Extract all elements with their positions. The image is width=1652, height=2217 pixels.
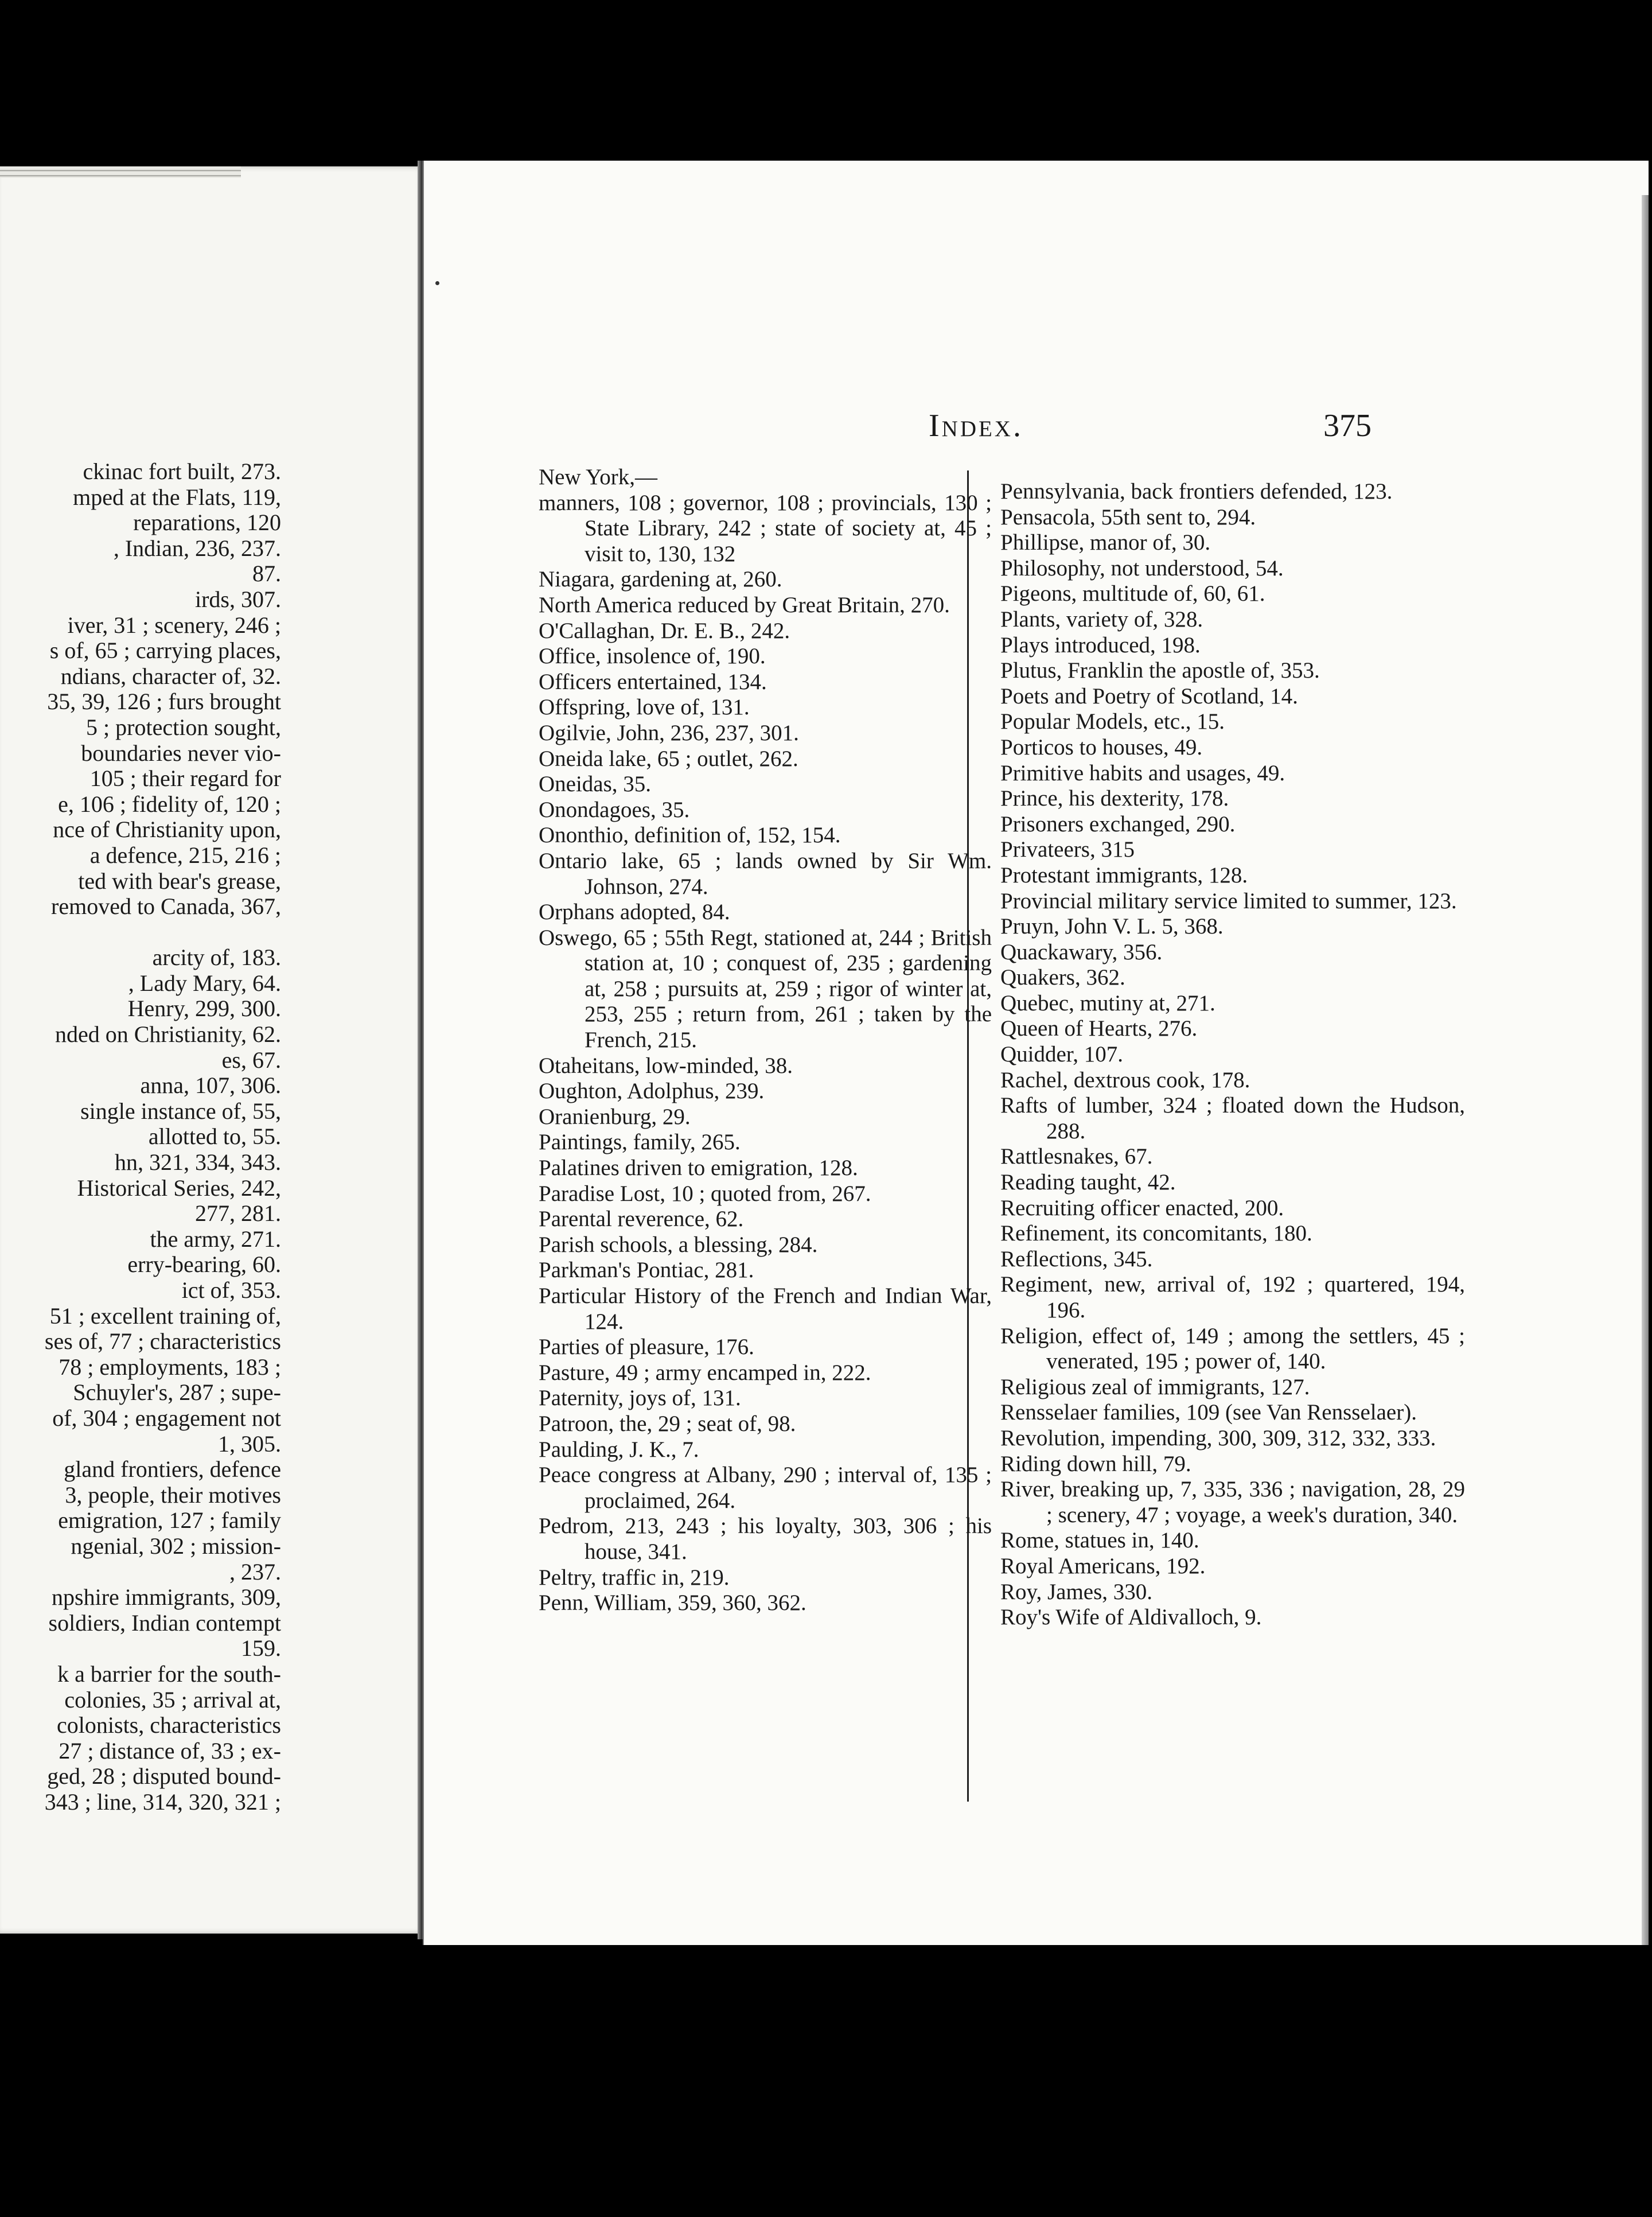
- index-entry: Reading taught, 42.: [1000, 1170, 1176, 1195]
- index-entry: Parties of pleasure, 176.: [539, 1335, 754, 1360]
- index-line: s of, 65 ; carrying places,: [49, 637, 281, 664]
- index-entry: New York,—: [539, 465, 657, 489]
- index-entry: Paulding, J. K., 7.: [539, 1437, 699, 1462]
- index-entry: Rensselaer families, 109 (see Van Rensselaer).: [1000, 1400, 1417, 1425]
- index-entry: Oughton, Adolphus, 239.: [539, 1079, 765, 1104]
- index-entry: Particular History of the French and Indian War, 124.: [539, 1283, 992, 1334]
- index-entry: Poets and Poetry of Scotland, 14.: [1000, 683, 1298, 709]
- index-line: e, 106 ; fidelity of, 120 ;: [58, 791, 281, 817]
- page-header: [424, 407, 1649, 453]
- index-line: allotted to, 55.: [148, 1123, 281, 1150]
- index-line: 3, people, their motives: [65, 1481, 281, 1508]
- index-entry: Plants, variety of, 328.: [1000, 606, 1203, 632]
- index-line: ict of, 353.: [181, 1277, 281, 1303]
- index-entry: Revolution, impending, 300, 309, 312, 332, 333.: [1000, 1425, 1436, 1450]
- index-entry: Pigeons, multitude of, 60, 61.: [1000, 581, 1265, 606]
- index-entry: Palatines driven to emigration, 128.: [539, 1156, 858, 1181]
- index-line: es, 67.: [221, 1047, 281, 1073]
- index-column-right: [1000, 479, 1465, 1631]
- index-entry: Rachel, dextrous cook, 178.: [1000, 1067, 1250, 1092]
- index-entry: Oneidas, 35.: [539, 772, 652, 797]
- index-entry: Quackawary, 356.: [1000, 939, 1163, 964]
- index-entry: Rafts of lumber, 324 ; floated down the Hudson, 288.: [1000, 1093, 1465, 1143]
- index-entry: Parental reverence, 62.: [539, 1207, 744, 1232]
- index-entry: Oranienburg, 29.: [539, 1104, 691, 1129]
- index-line: 27 ; distance of, 33 ; ex-: [59, 1737, 281, 1764]
- index-entry: Paintings, family, 265.: [539, 1130, 741, 1155]
- index-line: , Indian, 236, 237.: [113, 535, 281, 561]
- index-line: nce of Christianity upon,: [53, 816, 281, 843]
- page-number: 375: [1323, 408, 1372, 444]
- index-entry: Onondagoes, 35.: [539, 797, 690, 822]
- index-line: ngenial, 302 ; mission-: [71, 1533, 281, 1559]
- index-line: reparations, 120: [133, 509, 281, 536]
- index-entry: Rome, statues in, 140.: [1000, 1528, 1199, 1553]
- index-line: 51 ; excellent training of,: [49, 1302, 281, 1329]
- index-line: 5 ; protection sought,: [86, 714, 281, 740]
- index-line: arcity of, 183.: [152, 944, 281, 971]
- index-entry: Queen of Hearts, 276.: [1000, 1016, 1198, 1041]
- index-entry: Plays introduced, 198.: [1000, 632, 1201, 658]
- index-entry: Phillipse, manor of, 30.: [1000, 530, 1211, 555]
- index-entry: Parkman's Pontiac, 281.: [539, 1258, 754, 1283]
- left-page-index-column: [0, 459, 281, 1815]
- index-entry: Patroon, the, 29 ; seat of, 98.: [539, 1411, 796, 1436]
- index-entry: Riding down hill, 79.: [1000, 1451, 1191, 1476]
- index-entry: Rattlesnakes, 67.: [1000, 1144, 1153, 1169]
- index-entry: Office, insolence of, 190.: [539, 644, 766, 669]
- index-line: 343 ; line, 314, 320, 321 ;: [44, 1788, 281, 1815]
- index-entry: Quebec, mutiny at, 271.: [1000, 990, 1215, 1016]
- index-entry: Penn, William, 359, 360, 362.: [539, 1590, 806, 1616]
- index-entry: Provincial military service limited to summer, 123.: [1000, 888, 1457, 913]
- index-entry: Pennsylvania, back frontiers defended, 123.: [1000, 479, 1393, 504]
- index-entry: Porticos to houses, 49.: [1000, 734, 1203, 760]
- index-line: colonists, characteristics: [57, 1712, 281, 1738]
- index-entry: Pasture, 49 ; army encamped in, 222.: [539, 1360, 871, 1385]
- index-line: mped at the Flats, 119,: [73, 484, 281, 510]
- index-entry: Prince, his dexterity, 178.: [1000, 786, 1229, 811]
- index-column-left: [539, 465, 992, 1616]
- index-line: 159.: [241, 1635, 281, 1662]
- index-entry: Religious zeal of immigrants, 127.: [1000, 1374, 1310, 1399]
- index-entry: manners, 108 ; governor, 108 ; provincials, 130 ; State Library, 242 ; state of society at, 45 ; visit to, 130, 132: [539, 490, 992, 566]
- index-line: [0, 920, 281, 946]
- index-line: ged, 28 ; disputed bound-: [47, 1763, 281, 1790]
- index-line: 87.: [252, 561, 281, 587]
- index-line: colonies, 35 ; arrival at,: [64, 1686, 281, 1713]
- left-page: [0, 166, 424, 1934]
- index-entry: Prisoners exchanged, 290.: [1000, 811, 1236, 837]
- index-line: 35, 39, 126 ; furs brought: [47, 689, 281, 715]
- page-stack-edge: [0, 166, 241, 178]
- index-entry: Oswego, 65 ; 55th Regt, stationed at, 244 ; British station at, 10 ; conquest of, 235 ; gardening at, 258 ; pursuits at, 259 ; rigor of winter at, 253, 255 ; return from, 261 ; taken by the French, 215.: [539, 925, 992, 1053]
- index-entry: Parish schools, a blessing, 284.: [539, 1232, 818, 1257]
- index-entry: Quakers, 362.: [1000, 965, 1125, 990]
- index-line: anna, 107, 306.: [140, 1072, 281, 1099]
- index-line: iver, 31 ; scenery, 246 ;: [67, 612, 281, 638]
- index-line: soldiers, Indian contempt: [48, 1609, 281, 1636]
- index-line: of, 304 ; engagement not: [52, 1405, 281, 1431]
- index-entry: Popular Models, etc., 15.: [1000, 709, 1225, 734]
- index-line: boundaries never vio-: [81, 740, 281, 766]
- index-entry: Officers entertained, 134.: [539, 669, 767, 694]
- index-entry: Roy, James, 330.: [1000, 1579, 1153, 1604]
- index-entry: Philosophy, not understood, 54.: [1000, 555, 1284, 581]
- index-line: single instance of, 55,: [80, 1098, 281, 1124]
- index-entry: Pedrom, 213, 243 ; his loyalty, 303, 306 ; his house, 341.: [539, 1514, 992, 1564]
- index-line: k a barrier for the south-: [57, 1660, 281, 1687]
- index-entry: Roy's Wife of Aldivalloch, 9.: [1000, 1605, 1262, 1630]
- index-entry: Protestant immigrants, 128.: [1000, 862, 1248, 888]
- index-entry: Pruyn, John V. L. 5, 368.: [1000, 914, 1224, 939]
- index-entry: Regiment, new, arrival of, 192 ; quartered, 194, 196.: [1000, 1272, 1465, 1323]
- index-entry: Paternity, joys of, 131.: [539, 1386, 741, 1411]
- index-entry: Niagara, gardening at, 260.: [539, 567, 782, 592]
- index-line: , 237.: [229, 1558, 281, 1585]
- index-entry: Plutus, Franklin the apostle of, 353.: [1000, 658, 1320, 683]
- index-entry: Ogilvie, John, 236, 237, 301.: [539, 720, 799, 745]
- index-entry: Peltry, traffic in, 219.: [539, 1565, 730, 1590]
- ink-speck: [435, 281, 439, 285]
- index-line: ndians, character of, 32.: [60, 663, 281, 689]
- index-entry: Orphans adopted, 84.: [539, 900, 730, 925]
- index-entry: Quidder, 107.: [1000, 1042, 1123, 1067]
- index-line: , Lady Mary, 64.: [128, 970, 281, 996]
- index-entry: Ontario lake, 65 ; lands owned by Sir Wm. Johnson, 274.: [539, 848, 992, 899]
- page-title: Index.: [929, 408, 1023, 444]
- index-entry: Otaheitans, low-minded, 38.: [539, 1053, 793, 1078]
- index-entry: Recruiting officer enacted, 200.: [1000, 1195, 1284, 1220]
- index-entry: Primitive habits and usages, 49.: [1000, 760, 1285, 785]
- index-line: a defence, 215, 216 ;: [89, 842, 281, 868]
- page-edge: [1642, 195, 1649, 1945]
- index-line: nded on Christianity, 62.: [54, 1021, 281, 1048]
- index-entry: Oneida lake, 65 ; outlet, 262.: [539, 746, 798, 771]
- index-entry: Reflections, 345.: [1000, 1246, 1153, 1271]
- index-entry: Peace congress at Albany, 290 ; interval of, 135 ; proclaimed, 264.: [539, 1463, 992, 1513]
- index-entry: Royal Americans, 192.: [1000, 1553, 1206, 1578]
- index-entry: Religion, effect of, 149 ; among the settlers, 45 ; venerated, 195 ; power of, 140.: [1000, 1323, 1465, 1374]
- index-line: Henry, 299, 300.: [127, 995, 281, 1022]
- index-line: emigration, 127 ; family: [58, 1507, 281, 1534]
- index-line: 277, 281.: [195, 1200, 281, 1227]
- index-entry: Pensacola, 55th sent to, 294.: [1000, 504, 1256, 530]
- index-line: hn, 321, 334, 343.: [115, 1149, 281, 1176]
- index-entry: O'Callaghan, Dr. E. B., 242.: [539, 618, 790, 643]
- index-line: 105 ; their regard for: [89, 765, 281, 792]
- index-line: Schuyler's, 287 ; supe-: [73, 1379, 281, 1406]
- index-entry: Paradise Lost, 10 ; quoted from, 267.: [539, 1181, 871, 1206]
- index-line: 1, 305.: [218, 1430, 281, 1457]
- index-line: erry-bearing, 60.: [127, 1251, 281, 1278]
- index-entry: Offspring, love of, 131.: [539, 695, 750, 720]
- index-entry: Ononthio, definition of, 152, 154.: [539, 823, 841, 848]
- right-page: [423, 161, 1649, 1945]
- index-entry: Privateers, 315: [1000, 837, 1135, 862]
- index-line: ses of, 77 ; characteristics: [44, 1328, 281, 1355]
- index-line: irds, 307.: [195, 586, 281, 612]
- index-line: removed to Canada, 367,: [51, 893, 281, 920]
- index-entry: River, breaking up, 7, 335, 336 ; navigation, 28, 29 ; scenery, 47 ; voyage, a week's duration, 340.: [1000, 1477, 1465, 1527]
- index-line: ted with bear's grease,: [78, 868, 281, 894]
- index-line: the army, 271.: [150, 1226, 281, 1252]
- index-line: ckinac fort built, 273.: [83, 458, 281, 484]
- index-line: 78 ; employments, 183 ;: [59, 1353, 281, 1380]
- index-line: npshire immigrants, 309,: [52, 1584, 281, 1611]
- index-entry: Refinement, its concomitants, 180.: [1000, 1221, 1312, 1246]
- index-line: gland frontiers, defence: [64, 1456, 281, 1483]
- index-entry: North America reduced by Great Britain, 270.: [539, 592, 950, 617]
- index-line: Historical Series, 242,: [77, 1174, 281, 1201]
